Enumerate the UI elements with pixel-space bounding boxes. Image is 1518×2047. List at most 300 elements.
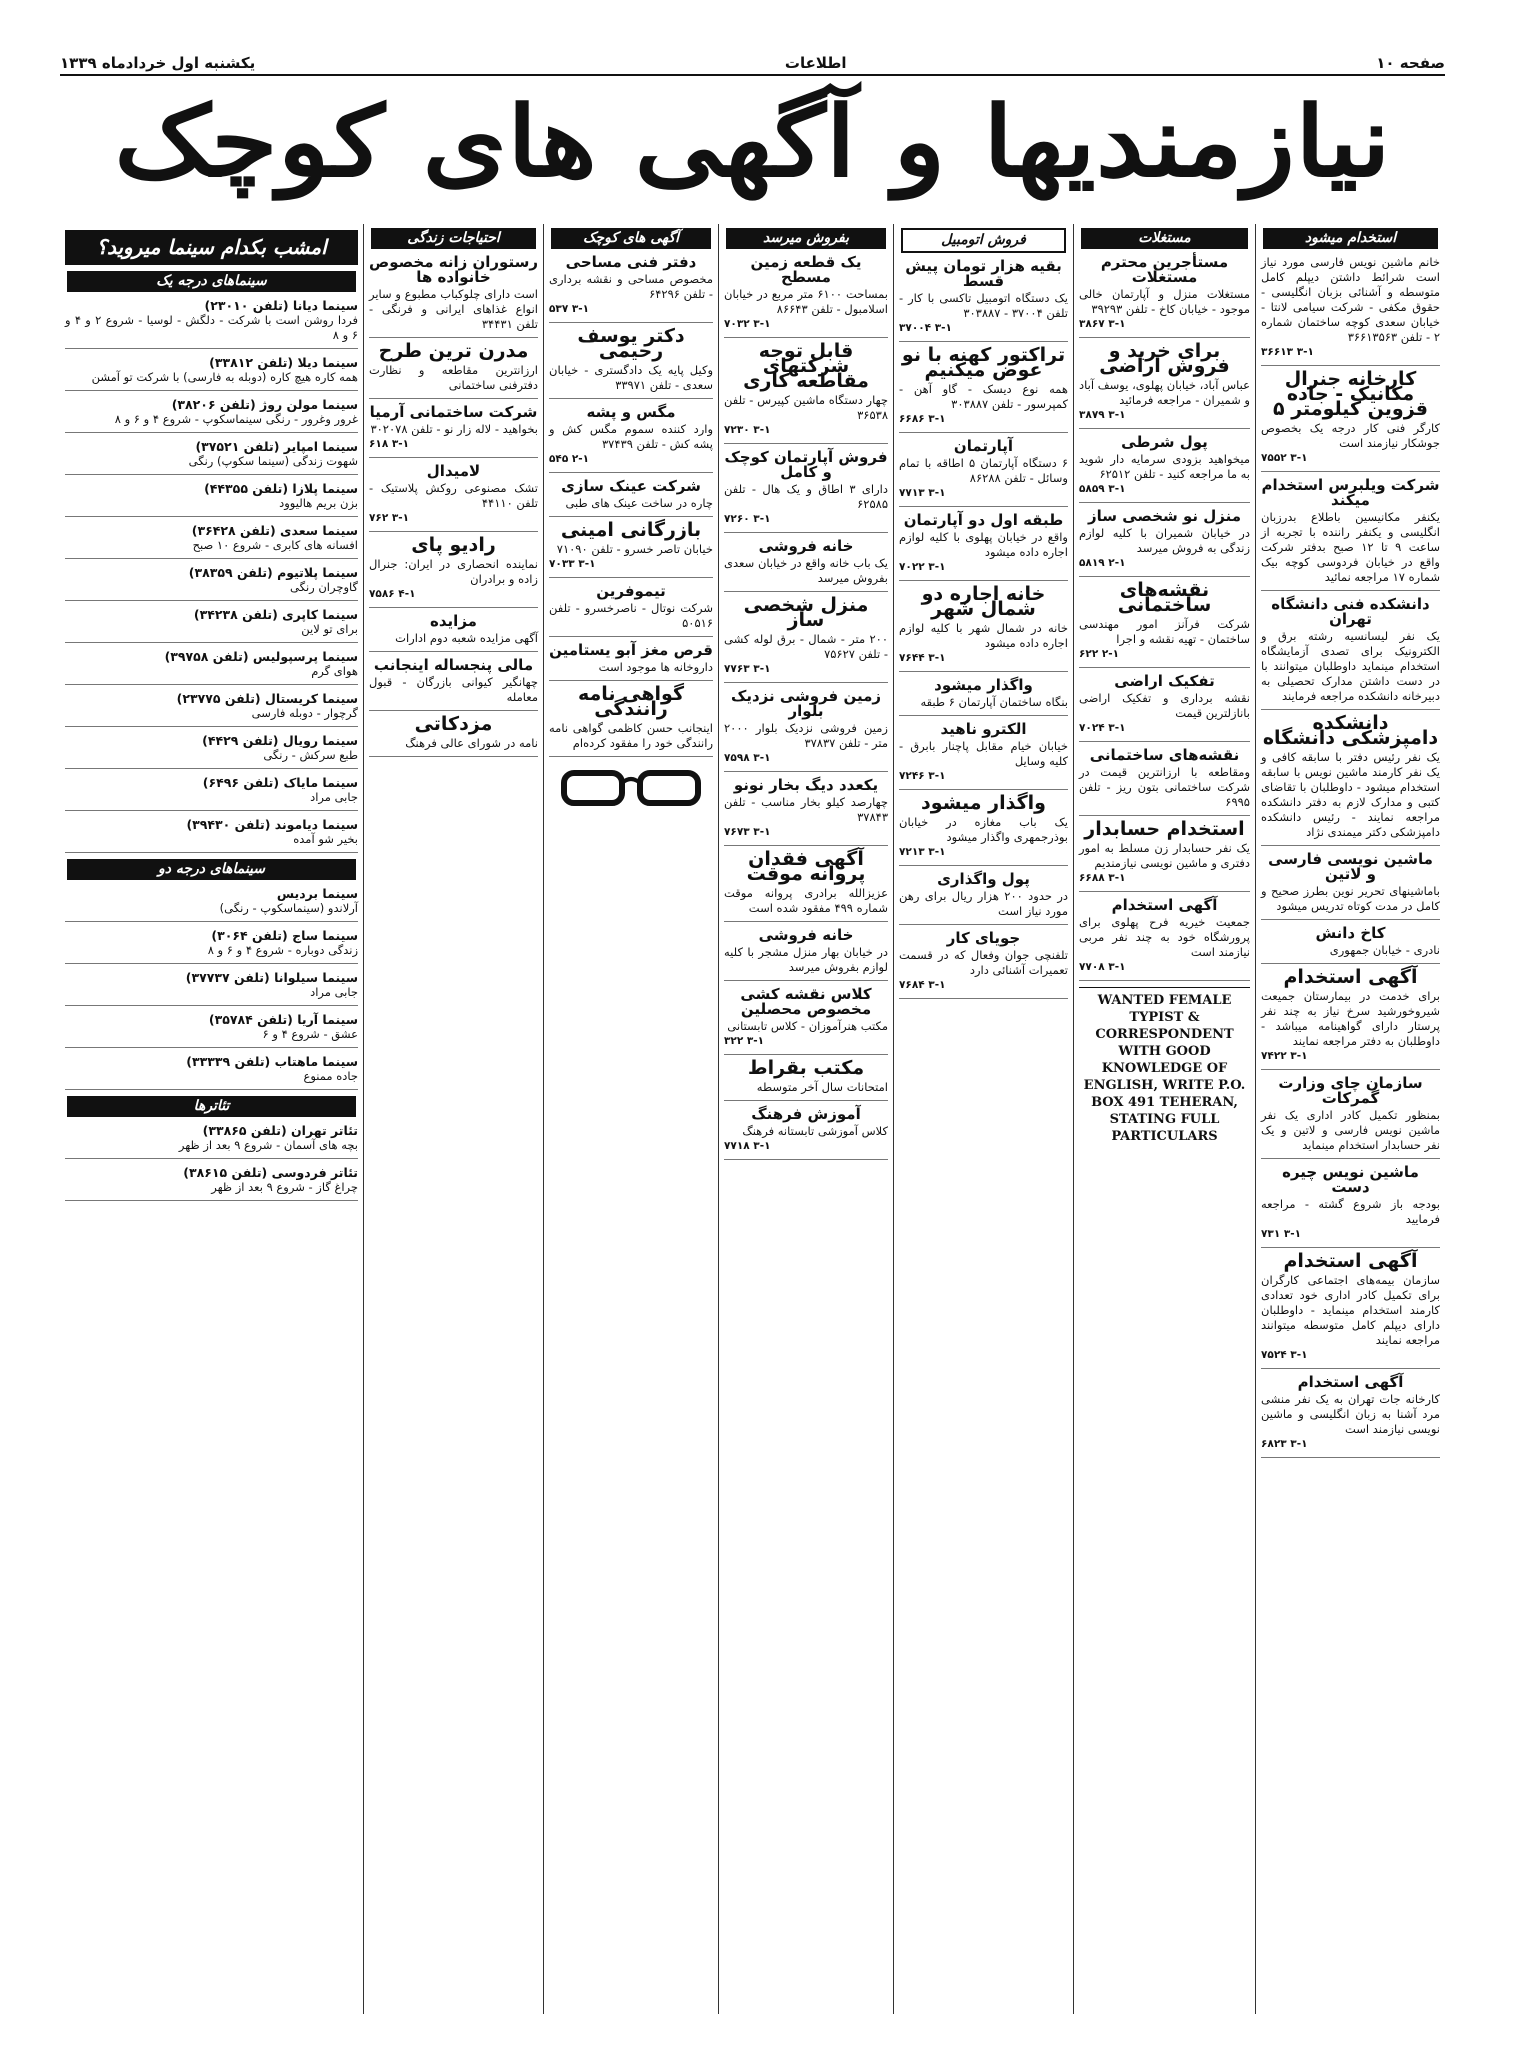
ad-body: در خیابان شمیران با کلیه لوازم زندگی به فروش میرسد bbox=[1079, 526, 1250, 555]
ad-title: مزدکاتی bbox=[414, 713, 493, 735]
classified-ad bbox=[899, 583, 1068, 672]
ad-body: نماینده انحصاری در ایران: جنرال زاده و برادران bbox=[369, 557, 538, 586]
english-ad: WANTED FEMALE TYPIST & CORRESPONDENT WITH GOOD KNOWLEDGE OF ENGLISH, WRITE P.O. BOX 491 TEHERAN, STATING FULL PARTICULARS bbox=[1079, 987, 1250, 1145]
classified-ad bbox=[1261, 1165, 1440, 1248]
ad-code: ۳-۱ ۷۰۲۲ bbox=[899, 561, 946, 573]
ad-body: در حدود ۲۰۰ هزار ریال برای رهن مورد نیاز است bbox=[899, 889, 1068, 918]
ad-code: ۲-۱ ۵۸۱۹ bbox=[1079, 557, 1126, 569]
cinema-listing bbox=[65, 649, 358, 685]
ad-body: خانه در شمال شهر با کلیه لوازم اجاره داده میشود bbox=[899, 621, 1068, 650]
ad-title: قابل توجه شرکتهای مقاطعه کاری bbox=[743, 340, 869, 392]
cinema-program: فردا روشن است با شرکت - دلگش - لوسیا - شروع ۲ و ۴ و ۶ و ۸ bbox=[65, 313, 358, 342]
cinema-name: سینما دیاموند (تلفن ۳۹۴۳۰) bbox=[186, 817, 358, 832]
ad-body: سازمان بیمه‌های اجتماعی کارگران برای تکمیل کادر اداری خود تعدادی کارمند استخدام مینماید - داوطلبان دارای دیپلم کامل متوسطه میتوانند مراجعه نمایند bbox=[1261, 1273, 1440, 1347]
cinema-program: برای تو لاین bbox=[301, 622, 358, 636]
classified-ad bbox=[899, 872, 1068, 925]
cinema-name: سینما پلاتیوم (تلفن ۳۸۳۵۹) bbox=[188, 565, 358, 580]
ad-title: برای خرید و فروش اراضی bbox=[1099, 340, 1230, 377]
cinema-name: سینما بردیس bbox=[276, 886, 358, 901]
classified-ad bbox=[899, 439, 1068, 507]
ad-title: واگذار میشود bbox=[921, 792, 1046, 814]
ad-body: ارزانترین مقاطعه و نظارت دفترفنی ساختمانی bbox=[369, 363, 538, 392]
cinema-listing bbox=[65, 439, 358, 475]
ad-title: آموزش فرهنگ bbox=[751, 1105, 861, 1123]
cinema-name: سینما کاپری (تلفن ۳۴۲۳۸) bbox=[193, 607, 358, 622]
ad-body: یک باب مغازه در خیابان بوذرجمهری واگذار میشود bbox=[899, 815, 1068, 844]
ad-title: مدرن ترین طرح bbox=[378, 340, 529, 362]
ad-title: جویای کار bbox=[946, 929, 1021, 947]
ad-title: آگهی استخدام bbox=[1111, 896, 1218, 914]
classified-ad bbox=[899, 513, 1068, 581]
banner-title: نیازمندیها و آگهی های کوچک bbox=[114, 85, 1391, 199]
ad-title: مزایده bbox=[430, 612, 477, 630]
ad-body: بمساحت ۶۱۰۰ متر مربع در خیابان اسلامبول - تلفن ۸۶۶۴۳ bbox=[724, 287, 888, 316]
ad-body: بخواهید - لاله زار نو - تلفن ۳۰۲۰۷۸ bbox=[370, 422, 538, 436]
ad-title: مستأجرین محترم مستغلات bbox=[1100, 253, 1229, 286]
classified-ad bbox=[1261, 712, 1440, 846]
classified-ad bbox=[1079, 579, 1250, 668]
cinema-name: سینما مایاک (تلفن ۶۴۹۶) bbox=[202, 775, 358, 790]
ad-body: مستغلات منزل و آپارتمان خالی موجود - خیابان کاخ - تلفن ۳۹۲۹۳ bbox=[1079, 287, 1250, 316]
ad-title: ماشین نویسی فارسی و لاتین bbox=[1268, 850, 1433, 883]
ad-body: شرکت نوتال - ناصرخسرو - تلفن ۵۰۵۱۶ bbox=[549, 601, 713, 630]
classified-ad bbox=[1261, 852, 1440, 920]
column-heading: فروش اتومبیل bbox=[901, 228, 1066, 253]
ad-body: همه نوع دیسک - گاو آهن - کمپرسور - تلفن ۳۰۳۸۸۷ bbox=[899, 382, 1068, 411]
ad-title: منزل نو شخصی ساز bbox=[1088, 507, 1241, 525]
cinema-program: بزن بریم هالیوود bbox=[279, 496, 358, 510]
ad-code: ۳-۱ ۳۷۰۰۴ bbox=[899, 322, 952, 334]
ad-body: میخواهید بزودی سرمایه دار شوید به ما مراجعه کنید - تلفن ۶۲۵۱۲ bbox=[1079, 452, 1250, 481]
issue-date: یکشنبه اول خردادماه ۱۳۳۹ bbox=[60, 54, 256, 72]
ad-title: نقشه‌های ساختمانی bbox=[1089, 746, 1240, 764]
ad-code: ۲-۱ ۵۴۵ bbox=[549, 453, 590, 465]
ad-body: ومقاطعه با ارزانترین قیمت در شرکت ساختمانی بتون ریز - تلفن ۶۹۹۵ bbox=[1079, 765, 1250, 809]
ad-title: پول واگذاری bbox=[937, 870, 1030, 888]
ad-title: رادیو پای bbox=[411, 534, 496, 556]
classified-ad bbox=[549, 584, 713, 637]
cinema-listing bbox=[65, 691, 358, 727]
cinema-name: سینما دیلا (تلفن ۳۳۸۱۲) bbox=[209, 355, 358, 370]
classified-ad bbox=[369, 255, 538, 338]
cinema-program: بچه های آسمان - شروع ۹ بعد از ظهر bbox=[178, 1138, 358, 1152]
classified-ad bbox=[899, 931, 1068, 999]
ad-body: یک دستگاه اتومبیل تاکسی با کار - تلفن ۳۷۰۰۴ - ۳۰۳۸۸۷ bbox=[899, 291, 1068, 320]
classified-ad bbox=[724, 848, 888, 922]
ad-code: ۳-۱ ۷۴۲۲ bbox=[1261, 1050, 1308, 1062]
cinema-name: سینما امپایر (تلفن ۳۷۵۲۱) bbox=[195, 439, 358, 454]
classified-ad bbox=[724, 539, 888, 592]
ad-code: ۳-۱ ۷۵۵۲ bbox=[1261, 452, 1308, 464]
cinema-program: شهوت زندگی (سینما سکوپ) رنگی bbox=[188, 454, 358, 468]
cinema-listing bbox=[65, 523, 358, 559]
eyeglasses-illustration bbox=[556, 763, 706, 813]
classified-ad bbox=[549, 683, 713, 757]
classified-ad bbox=[369, 713, 538, 757]
ad-body: تشک مصنوعی روکش پلاستیک - تلفن ۴۴۱۱۰ bbox=[369, 481, 538, 510]
classified-ad bbox=[1079, 255, 1250, 338]
ad-body: شرکت فرآنز امور مهندسی ساختمان - تهیه نقشه و اجرا bbox=[1079, 617, 1250, 646]
classified-ad bbox=[1261, 1076, 1440, 1159]
ad-body: مکتب هنرآموزان - کلاس تابستانی bbox=[727, 1019, 888, 1033]
ad-title: آپارتمان bbox=[953, 437, 1014, 455]
cinema-heading: امشب بکدام سینما میروید؟ bbox=[65, 230, 358, 265]
ad-title: منزل شخصی ساز bbox=[743, 594, 869, 631]
ad-title: دکتر یوسف رحیمی bbox=[577, 325, 685, 362]
ad-title: تراکتور کهنه با نو عوض میکنیم bbox=[901, 344, 1066, 381]
classified-ad bbox=[724, 928, 888, 981]
cinema-program: بخیر شو آمده bbox=[293, 832, 358, 846]
cinema-name: سینما کریستال (تلفن ۲۳۷۷۵) bbox=[176, 691, 358, 706]
cinema-program: افسانه های کابری - شروع ۱۰ صبح bbox=[192, 538, 358, 552]
newspaper-page bbox=[60, 52, 1445, 2012]
cinema-name: سینما ساج (تلفن ۳۰۶۴) bbox=[211, 928, 358, 943]
ad-body: اینجانب حسن کاظمی گواهی نامه رانندگی خود را مفقود کرده‌ام bbox=[549, 721, 713, 750]
ad-title: خانه فروشی bbox=[758, 926, 854, 944]
ad-body: خانم ماشین نویس فارسی مورد نیاز است شرائط داشتن دیپلم کامل متوسطه و آشنائی بزبان انگلیسی - حقوق مکفی - شرکت سیامی لانتا - خیابان سعدی کوچه ساختمان شماره ۲ - تلفن ۳۶۶۱۳۵۶۳ bbox=[1261, 255, 1440, 344]
classified-ad bbox=[1079, 435, 1250, 503]
classified-ad bbox=[369, 658, 538, 711]
ad-code: ۳-۱ ۷۶۲ bbox=[369, 512, 410, 524]
cinema-name: سینما سعدی (تلفن ۳۶۴۲۸) bbox=[191, 523, 358, 538]
ad-title: سازمان چای وزارت گمرکات bbox=[1278, 1074, 1423, 1107]
cinema-listing bbox=[65, 928, 358, 964]
ad-code: ۳-۱ ۵۸۵۹ bbox=[1079, 483, 1126, 495]
ad-title: ماشین نویس چیره دست bbox=[1282, 1163, 1419, 1196]
ad-title: شرکت ویلبرس استخدام میکند bbox=[1261, 476, 1440, 509]
ad-title: آگهی استخدام bbox=[1297, 1373, 1404, 1391]
ad-code: ۳-۱ ۷۰۲۴ bbox=[1079, 722, 1126, 734]
classified-ad bbox=[549, 255, 713, 323]
ad-title: کاخ دانش bbox=[1315, 924, 1386, 942]
ad-body: کارخانه جات تهران به یک نفر منشی مرد آشنا به زبان انگلیسی و ماشین نویسی نیازمند است bbox=[1261, 1392, 1440, 1436]
ad-body: برای خدمت در بیمارستان جمیعت شیروخورشید سرخ نیاز به چند نفر پرستار دارای گواهینامه میباشد - داوطلبان به دفتر مراجعه نمایند bbox=[1261, 989, 1440, 1048]
small-ads-column bbox=[543, 224, 718, 2014]
classified-ad bbox=[369, 534, 538, 608]
cinema-listing bbox=[65, 886, 358, 922]
ad-code: ۳-۱ ۷۶۴۴ bbox=[899, 652, 946, 664]
classified-ad bbox=[549, 519, 713, 578]
classified-ad bbox=[1261, 478, 1440, 591]
first-class-cinemas-heading: سینماهای درجه یک bbox=[67, 271, 356, 292]
ad-list bbox=[549, 255, 713, 757]
cinema-program: گرچوار - دوبله فارسی bbox=[251, 706, 358, 720]
ad-body: ۶ دستگاه آپارتمان ۵ اطاقه با تمام وسائل - تلفن ۸۶۲۸۸ bbox=[899, 456, 1068, 485]
ad-body: عباس آباد، خیابان پهلوی، یوسف آباد و شمیران - مراجعه فرمائید bbox=[1079, 378, 1250, 407]
classified-ad bbox=[724, 689, 888, 772]
classified-ad bbox=[549, 405, 713, 473]
classified-ad bbox=[899, 722, 1068, 790]
ad-title: پول شرطی bbox=[1121, 433, 1208, 451]
classified-ad bbox=[369, 614, 538, 652]
ad-body: یک نفر حسابدار زن مسلط به امور دفتری و ماشین نویسی نیازمندیم bbox=[1079, 841, 1250, 870]
ad-title: استخدام حسابدار bbox=[1084, 818, 1245, 840]
cinema-name: سینما آریا (تلفن ۳۵۷۸۴) bbox=[208, 1012, 358, 1027]
ad-code: ۳-۱ ۷۰۳۳ bbox=[549, 558, 596, 570]
classified-ad bbox=[1261, 926, 1440, 964]
ad-body: وارد کننده سموم مگس کش و پشه کش - تلفن ۳۷۴۳۹ bbox=[549, 422, 713, 451]
ad-body: یک نفر لیسانسیه رشته برق و الکترونیک برای تصدی آزمایشگاه استخدام مینماید داوطلبان میتوانند با در دست داشتن مدارک تحصیلی به دبیرخانه دانشکده مراجعه فرمایند bbox=[1261, 629, 1440, 703]
ad-code: ۳-۱ ۷۳۱ bbox=[1261, 1228, 1302, 1240]
cinema-program: عشق - شروع ۴ و ۶ bbox=[262, 1027, 358, 1041]
ad-title: آگهی استخدام bbox=[1283, 1250, 1418, 1272]
cinema-program: آرلاندو (سینماسکوپ - رنگی) bbox=[219, 901, 358, 915]
classified-ad bbox=[549, 479, 713, 517]
cinema-list bbox=[65, 298, 358, 1201]
classified-ad bbox=[369, 405, 538, 458]
ad-title: قرص مغز آبو یستامین bbox=[549, 641, 713, 659]
cinema-listing bbox=[65, 733, 358, 769]
ad-title: طبقه اول دو آپارتمان bbox=[903, 511, 1064, 529]
ad-body: است دارای چلوکباب مطبوع و سایر انواع غذاهای ایرانی و فرنگی - تلفن ۳۴۴۳۱ bbox=[369, 287, 538, 331]
cinema-name: سینما ماهتاب (تلفن ۳۳۳۳۹) bbox=[186, 1054, 358, 1069]
cinema-listing bbox=[65, 607, 358, 643]
ad-body: وکیل پایه یک دادگستری - خیابان سعدی - تلفن ۳۳۹۷۱ bbox=[549, 363, 713, 392]
ad-body: امتحانات سال آخر متوسطه bbox=[756, 1080, 888, 1094]
paper-name: اطلاعات bbox=[784, 54, 847, 72]
cinema-listing bbox=[65, 565, 358, 601]
cinema-program: هوای گرم bbox=[311, 664, 358, 678]
ad-title: رستوران زانه مخصوص خانواده ها bbox=[369, 253, 538, 286]
classified-ad bbox=[899, 344, 1068, 433]
ad-body: تلفنچی جوان وفعال که در قسمت تعمیرات آشنائی دارد bbox=[899, 948, 1068, 977]
ad-title: خانه اجاره دو شمال شهر bbox=[921, 583, 1046, 620]
ad-title: نقشه‌های ساختمانی bbox=[1117, 579, 1212, 616]
cinema-listing bbox=[65, 1054, 358, 1090]
ad-code: ۳-۱ ۷۷۱۸ bbox=[724, 1140, 771, 1152]
cinema-program: گاوچران رنگی bbox=[290, 580, 358, 594]
cinema-column bbox=[60, 224, 363, 2014]
ad-code: ۳-۱ ۳۶۶۱۳ bbox=[1261, 346, 1314, 358]
cinema-listing bbox=[65, 298, 358, 349]
cinema-program: جابی مراد bbox=[310, 790, 358, 804]
ad-code: ۳-۱ ۶۶۸۸ bbox=[1079, 872, 1126, 884]
ad-code: ۳-۱ ۷۷۱۳ bbox=[899, 487, 946, 499]
ad-title: فروش آپارتمان کوچک و کامل bbox=[724, 448, 888, 481]
ad-body: مخصوص مساحی و نقشه برداری - تلفن ۶۴۲۹۶ bbox=[549, 272, 713, 301]
classified-ad bbox=[1261, 255, 1440, 366]
classified-ad bbox=[724, 594, 888, 683]
classified-ad bbox=[1261, 1375, 1440, 1458]
cinema-listing bbox=[65, 775, 358, 811]
ad-title: آگهی فقدان پروانه موقت bbox=[746, 848, 866, 885]
classified-ad bbox=[724, 255, 888, 338]
classified-ad bbox=[724, 987, 888, 1055]
ad-title: دانشکده فنی دانشگاه تهران bbox=[1271, 595, 1430, 628]
classified-ad bbox=[724, 450, 888, 533]
cinema-listing bbox=[65, 1123, 358, 1159]
ad-code: ۳-۱ ۷۲۶۰ bbox=[724, 513, 771, 525]
ad-title: الکترو ناهید bbox=[940, 720, 1027, 738]
cinema-program: همه کاره هیچ کاره (دوبله به فارسی) با شرکت تو آمشن bbox=[91, 370, 358, 384]
ad-body: آگهی مزایده شعبه دوم ادارات bbox=[395, 631, 538, 645]
ad-code: ۳-۱ ۷۲۱۳ bbox=[899, 846, 946, 858]
ad-body: عزیزالله برادری پروانه موقت شماره ۴۹۹ مفقود شده است bbox=[724, 886, 888, 915]
ad-title: کارخانه جنرال مکانیک - جاده قزوین کیلومتر ۵ bbox=[1273, 368, 1428, 420]
ad-title: شرکت عینک سازی bbox=[561, 477, 701, 495]
ad-body: یک باب خانه واقع در خیابان سعدی بفروش میرسد bbox=[724, 556, 888, 585]
cinema-name: تئاتر فردوسی (تلفن ۳۸۶۱۵) bbox=[183, 1165, 358, 1180]
ad-code: ۴-۱ ۷۵۸۶ bbox=[369, 588, 416, 600]
ad-body: واقع در خیابان پهلوی با کلیه لوازم اجاره داده میشود bbox=[899, 530, 1068, 559]
cinema-name: سینما دیانا (تلفن ۲۳۰۱۰) bbox=[204, 298, 358, 313]
cinema-name: سینما پرسپولیس (تلفن ۳۹۷۵۸) bbox=[164, 649, 358, 664]
cinema-program: طبع سرکش - رنگی bbox=[263, 748, 358, 762]
cinema-name: سینما پلازا (تلفن ۴۴۳۵۵) bbox=[204, 481, 358, 496]
ad-title: مکتب بقراط bbox=[747, 1057, 865, 1079]
classified-ad bbox=[549, 325, 713, 399]
ad-title: شرکت ساختمانی آرمیا bbox=[369, 403, 538, 421]
page-header bbox=[60, 52, 1445, 76]
employment-column bbox=[1255, 224, 1445, 2014]
ad-body: بودجه باز شروع گشته - مراجعه فرمایید bbox=[1261, 1197, 1440, 1226]
cinema-listing bbox=[65, 481, 358, 517]
ad-body: یکنفر مکانیسین باطلاع بدرزبان انگلیسی و یکنفر راننده با تجربه از ساعت ۹ تا ۱۲ صبح بدفتر شرکت واقع در خیابان فردوسی کوچه بیک شماره ۱۷ مراجعه نمائید bbox=[1261, 510, 1440, 584]
ad-title: گواهی نامه رانندگی bbox=[577, 683, 685, 720]
classified-ad bbox=[1261, 597, 1440, 710]
ad-body: کلاس آموزشی تابستانه فرهنگ bbox=[742, 1124, 888, 1138]
ad-title: آگهی استخدام bbox=[1283, 966, 1418, 988]
ad-code: ۳-۱ ۷۷۰۸ bbox=[1079, 961, 1126, 973]
ad-code: ۳-۱ ۷۵۹۸ bbox=[724, 752, 771, 764]
column-heading: استخدام میشود bbox=[1263, 228, 1438, 249]
classified-ad bbox=[1079, 748, 1250, 816]
ad-code: ۳-۱ ۷۰۳۲ bbox=[724, 318, 771, 330]
cinema-program: زندگی دوباره - شروع ۴ و ۶ و ۸ bbox=[207, 943, 358, 957]
ad-list bbox=[1261, 255, 1440, 1458]
cinema-name: سینما مولن روژ (تلفن ۳۸۲۰۶) bbox=[171, 397, 358, 412]
classified-ad bbox=[899, 678, 1068, 716]
ad-code: ۳-۱ ۷۲۴۶ bbox=[899, 770, 946, 782]
classified-ad bbox=[899, 792, 1068, 866]
cinema-listing bbox=[65, 970, 358, 1006]
ad-title: خانه فروشی bbox=[758, 537, 854, 555]
ad-code: ۳-۱ ۷۵۲۴ bbox=[1261, 1349, 1308, 1361]
life-needs-column bbox=[363, 224, 543, 2014]
cinema-program: جابی مراد bbox=[310, 985, 358, 999]
cinema-program: چراغ گاز - شروع ۹ بعد از ظهر bbox=[211, 1180, 358, 1194]
ad-list bbox=[369, 255, 538, 757]
ad-title: بازرگانی امینی bbox=[560, 519, 702, 541]
cinema-program: جاده ممنوع bbox=[303, 1069, 358, 1083]
classified-ad bbox=[724, 778, 888, 846]
ad-code: ۳-۱ ۷۷۶۳ bbox=[724, 663, 771, 675]
ad-title: دفتر فنی مساحی bbox=[565, 253, 697, 271]
ad-body: بمنظور تکمیل کادر اداری یک نفر ماشین نویس فارسی و لاتین و یک نفر حسابدار استخدام مینماید bbox=[1261, 1108, 1440, 1152]
classified-ad bbox=[1079, 898, 1250, 981]
ad-body: در خیابان بهار منزل مشجر با کلیه لوازم بفروش میرسد bbox=[724, 945, 888, 974]
cinema-listing bbox=[65, 1165, 358, 1201]
ad-title: لامیدال bbox=[426, 462, 481, 480]
ad-body: چهار دستگاه ماشین کپیرس - تلفن ۳۶۵۳۸ bbox=[724, 393, 888, 422]
classified-ad bbox=[369, 340, 538, 399]
ad-title: تیموفرین bbox=[596, 582, 666, 600]
cinema-name: سینما سیلوانا (تلفن ۳۷۷۳۷) bbox=[185, 970, 358, 985]
column-heading: مستغلات bbox=[1081, 228, 1248, 249]
ad-body: نامه در شورای عالی فرهنگ bbox=[405, 736, 538, 750]
ad-body: نقشه برداری و تفکیک اراضی بانازلترین قیمت bbox=[1079, 691, 1250, 720]
ad-code: ۳-۱ ۷۶۷۳ bbox=[724, 826, 771, 838]
classified-ad bbox=[724, 1107, 888, 1160]
sales-column bbox=[718, 224, 893, 2014]
section-banner bbox=[100, 76, 1405, 208]
column-heading: احتیاجات زندگی bbox=[371, 228, 536, 249]
ad-list bbox=[1079, 255, 1250, 981]
ad-title: مگس و پشه bbox=[586, 403, 676, 421]
ad-code: ۳-۱ ۶۸۲۳ bbox=[1261, 1438, 1308, 1450]
cinema-listing bbox=[65, 355, 358, 391]
classified-ad bbox=[369, 464, 538, 532]
ad-title: زمین فروشی نزدیک بلوار bbox=[730, 687, 882, 720]
classified-ad bbox=[1079, 674, 1250, 742]
cinema-listing bbox=[65, 1012, 358, 1048]
ad-code: ۳-۱ ۷۶۸۴ bbox=[899, 979, 946, 991]
ad-body: جمعیت خیریه فرح پهلوی برای پرورشگاه خود به چند نفر مربی نیازمند است bbox=[1079, 915, 1250, 959]
ad-body: ۲۰۰ متر - شمال - برق لوله کشی - تلفن ۷۵۶۲۷ bbox=[724, 632, 888, 661]
ad-body: خیابان خیام مقابل پاچنار بابرق - کلیه وسایل bbox=[899, 739, 1068, 768]
classified-ad bbox=[1079, 509, 1250, 577]
ad-code: ۳-۱ ۵۳۷ bbox=[549, 303, 590, 315]
autos-column bbox=[893, 224, 1073, 2014]
ad-list bbox=[724, 255, 888, 1160]
cinema-name: تئاتر تهران (تلفن ۳۳۸۶۵) bbox=[202, 1123, 358, 1138]
classified-ad bbox=[1079, 340, 1250, 429]
ad-body: زمین فروشی نزدیک بلوار ۲۰۰۰ متر - تلفن ۳۷۸۳۷ bbox=[724, 721, 888, 750]
ad-code: ۳-۱ ۳۲۲ bbox=[724, 1035, 765, 1047]
ad-title: واگذار میشود bbox=[934, 676, 1033, 694]
classified-ad bbox=[724, 340, 888, 444]
ad-title: یکعدد دیگ بخار نونو bbox=[733, 776, 879, 794]
ad-code: ۲-۱ ۶۲۲ bbox=[1079, 648, 1120, 660]
second-class-cinemas-heading: سینماهای درجه دو bbox=[67, 859, 356, 880]
ad-code: ۳-۱ ۷۲۳۰ bbox=[724, 424, 771, 436]
ad-title: مالی پنجساله اینجانب bbox=[373, 656, 534, 674]
cinema-listing bbox=[65, 397, 358, 433]
ad-code: ۳-۱ ۶۱۸ bbox=[369, 438, 410, 450]
classified-ad bbox=[1261, 1250, 1440, 1369]
ad-body: بنگاه ساختمان آپارتمان ۶ طبقه bbox=[920, 695, 1068, 709]
ad-body: داروخانه ها موجود است bbox=[598, 660, 713, 674]
ad-body: یک نفر رئیس دفتر با سابقه کافی و یک نفر کارمند ماشین نویس با سابقه استخدام میشود - داوطلبان با تقاضای کتبی و مدارک لازم به دفتر دانشکده مراجعه نمایند - رئیس دانشکده دامپزشکی دکتر میمندی نژاد bbox=[1261, 750, 1440, 839]
ad-title: کلاس نقشه کشی مخصوص محصلین bbox=[740, 985, 872, 1018]
theaters-heading: تئاترها bbox=[67, 1096, 356, 1117]
page-number: صفحه ۱۰ bbox=[1376, 54, 1445, 72]
ad-body: چهارصد کیلو بخار مناسب - تلفن ۳۷۸۴۳ bbox=[724, 795, 888, 824]
classified-ad bbox=[1261, 368, 1440, 472]
ad-body: خیابان تاصر خسرو - تلفن ۷۱۰۹۰ bbox=[556, 542, 713, 556]
ad-code: ۳-۱ ۳۸۷۹ bbox=[1079, 409, 1126, 421]
cinema-name: سینما رویال (تلفن ۴۴۲۹) bbox=[202, 733, 358, 748]
ad-body: چاره در ساخت عینک های طبی bbox=[565, 496, 713, 510]
ad-title: بقیه هزار تومان پیش قسط bbox=[905, 257, 1062, 290]
cinema-program: غرور وغرور - رنگی سینماسکوپ - شروع ۴ و ۶ و ۸ bbox=[114, 412, 358, 426]
classified-ad bbox=[899, 259, 1068, 342]
cinema-listing bbox=[65, 817, 358, 853]
ad-title: دانشکده دامپزشکی دانشگاه bbox=[1262, 712, 1439, 749]
ad-body: چهانگیر کیوانی بازرگان - قبول معامله bbox=[369, 675, 538, 704]
ad-code: ۳-۱ ۶۶۸۶ bbox=[899, 413, 946, 425]
classified-ad bbox=[1261, 966, 1440, 1070]
ad-body: نادری - خیابان جمهوری bbox=[1329, 943, 1440, 957]
ad-title: تفکیک اراضی bbox=[1114, 672, 1215, 690]
column-heading: آگهی های کوچک bbox=[551, 228, 711, 249]
ad-body: باماشینهای تحریر نوین بطرز صحیح و کامل در مدت کوتاه تدریس میشود bbox=[1261, 884, 1440, 913]
ad-title: یک قطعه زمین مسطح bbox=[750, 253, 862, 286]
classified-ad bbox=[724, 1057, 888, 1101]
ad-body: کارگر فنی کار درجه یک بخصوص جوشکار نیازمند است bbox=[1261, 421, 1440, 450]
column-heading: بفروش میرسد bbox=[726, 228, 886, 249]
ad-body: دارای ۳ اطاق و یک هال - تلفن ۶۲۵۸۵ bbox=[724, 482, 888, 511]
